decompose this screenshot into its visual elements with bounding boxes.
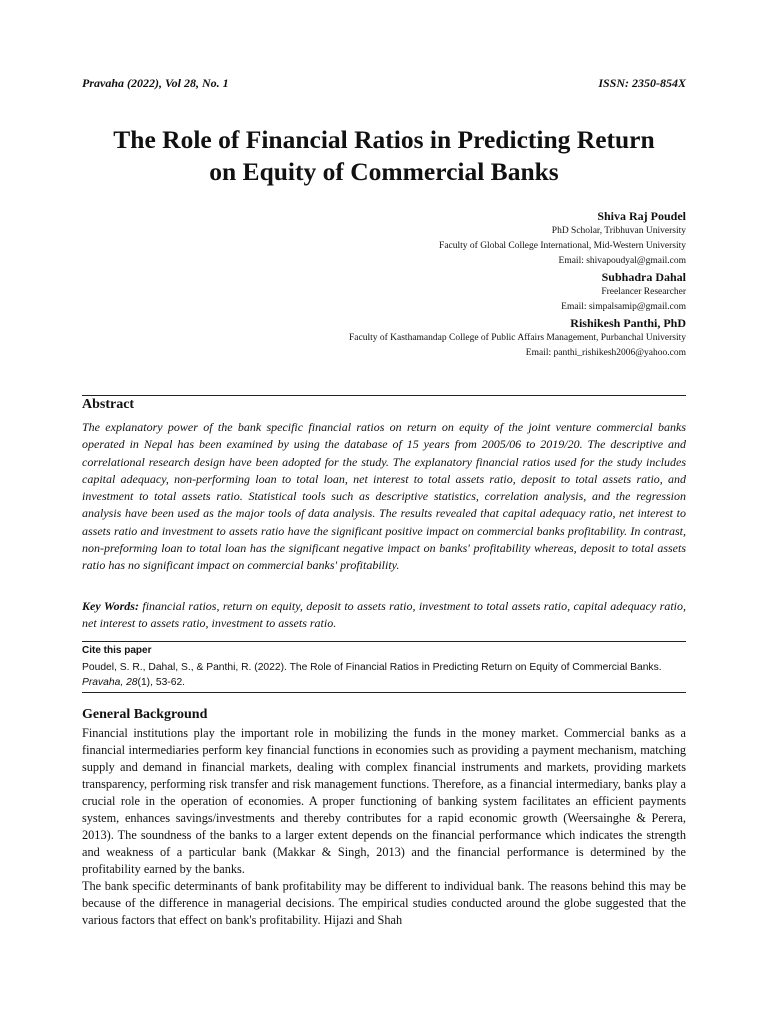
citation-main: Poudel, S. R., Dahal, S., & Panthi, R. (2022). The Role of Financial Ratios in Predicting Return on Equity of Commercial Banks. — [82, 662, 662, 673]
author-block — [82, 208, 686, 361]
author-email: Email: panthi_rishikesh2006@yahoo.com — [525, 348, 686, 358]
issn: ISSN: 2350-854X — [598, 76, 686, 90]
citation-journal: Pravaha, 28 — [82, 677, 138, 688]
citation-issue: (1), 53-62. — [137, 677, 186, 688]
author-affiliation: Freelancer Researcher — [601, 287, 686, 297]
paper-title — [82, 124, 686, 188]
section-body — [82, 725, 686, 929]
running-head — [82, 76, 686, 91]
divider-cite-bottom — [82, 692, 686, 693]
author-1 — [82, 208, 686, 269]
title-line-2: on Equity of Commercial Banks — [209, 157, 559, 186]
abstract-heading: Abstract — [82, 397, 135, 412]
author-affiliation: PhD Scholar, Tribhuvan University — [551, 226, 686, 236]
author-name: Rishikesh Panthi, PhD — [570, 316, 686, 330]
keywords-list: financial ratios, return on equity, deposit to assets ratio, investment to total assets ratio, capital adequacy ratio, net interest to assets ratio, investment to assets ratio. — [82, 599, 686, 631]
author-name: Shiva Raj Poudel — [597, 209, 686, 223]
divider-top — [82, 395, 686, 396]
journal-reference: Pravaha (2022), Vol 28, No. 1 — [82, 76, 229, 90]
divider-cite-top — [82, 641, 686, 642]
author-3 — [82, 315, 686, 361]
author-affiliation: Faculty of Kasthamandap College of Public Affairs Management, Purbanchal University — [349, 333, 686, 343]
author-email: Email: simpalsamip@gmail.com — [561, 302, 686, 312]
author-2 — [82, 269, 686, 315]
keywords — [82, 598, 686, 633]
author-name: Subhadra Dahal — [601, 270, 686, 284]
section-heading: General Background — [82, 707, 208, 722]
citation-text — [82, 660, 686, 690]
keywords-label: Key Words: — [82, 599, 139, 613]
author-email: Email: shivapoudyal@gmail.com — [558, 256, 686, 266]
title-line-1: The Role of Financial Ratios in Predicting Return — [113, 125, 655, 154]
paragraph: Financial institutions play the important role in mobilizing the funds in the money market. Commercial banks as a financial intermediaries perform key financial functions in economies such as providing a payment mechanism, matching supply and demand in financial markets, dealing with complex financial instruments and markets, providing markets transparency, performing risk transfer and risk management functions. Therefore, as a financial intermediary, banks play a crucial role in the operation of economies. A proper functioning of banking system facilitates an efficient payments system, enhances savings/investments and thereby contributes for a rapid economic growth (Weersainghe & Perera, 2013). The soundness of the banks to a larger extent depends on the financial performance which indicates the strength and weakness of a particular bank (Makkar & Singh, 2013) and the financial performance is determined by the profitability earned by the banks. — [82, 726, 686, 876]
author-affiliation: Faculty of Global College International, Mid-Western University — [439, 241, 686, 251]
abstract-text: The explanatory power of the bank specific financial ratios on return on equity of the joint venture commercial banks operated in Nepal has been examined by using the database of 15 years from 2005/06 to 2019/20. The descriptive and correlational research design have been adopted for the study. The explanatory financial ratios used for the study includes capital adequacy, non-performing loan to total loan, net interest to total assets ratio, deposit to total assets ratio, and investment to total assets ratio. Statistical tools such as descriptive statistics, correlation analysis, and the regression analysis have been used as the major tools of data analysis. The results revealed that capital adequacy ratio, net interest to assets ratio and investment to assets ratio have the significant positive impact on commercial banks profitability. In contrast, non-preforming loan to total loan has the significant negative impact on banks' profitability whereas, deposit to total assets ratio has no significant impact on commercial banks' profitability. — [82, 420, 686, 573]
cite-heading: Cite this paper — [82, 645, 152, 656]
paragraph: The bank specific determinants of bank profitability may be different to individual bank. The reasons behind this may be because of the difference in managerial decisions. The empirical studies conducted around the globe suggested that the various factors that effect on bank's profitability. Hijazi and Shah — [82, 879, 686, 927]
